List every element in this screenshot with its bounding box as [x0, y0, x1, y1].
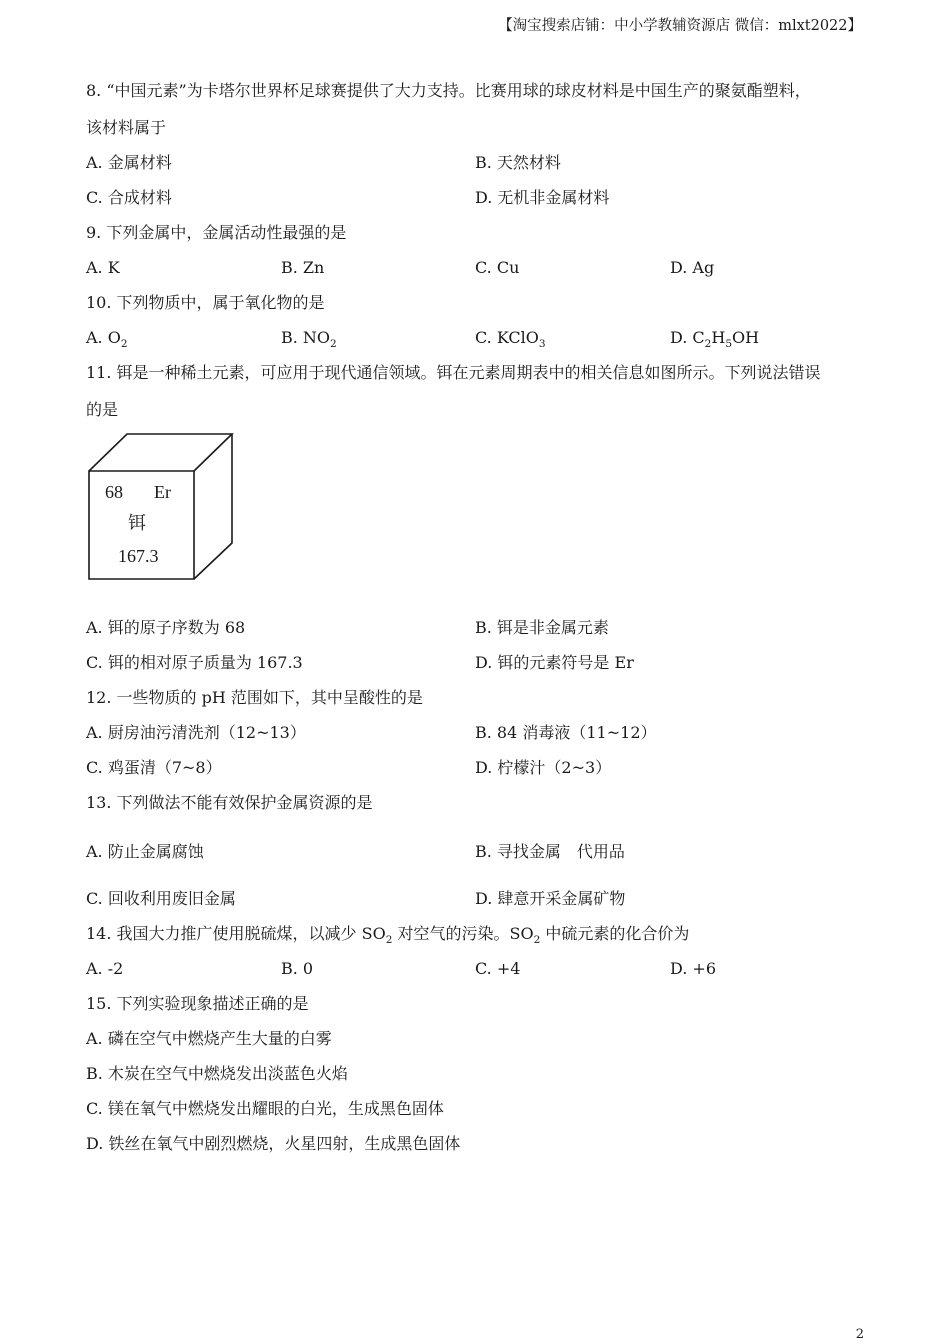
question-14-option-c: C. +4	[475, 959, 521, 978]
question-12-stem: 12. 一些物质的 pH 范围如下，其中呈酸性的是	[86, 688, 423, 707]
element-card-side	[194, 434, 232, 579]
element-card-top	[89, 434, 232, 471]
question-14-option-d: D. +6	[670, 959, 717, 978]
question-8-option-c: C. 合成材料	[86, 188, 172, 207]
question-15-stem: 15. 下列实验现象描述正确的是	[86, 994, 309, 1013]
question-10-option-d: D. $C_2H_5OH$	[670, 328, 760, 350]
question-15-option-b: B. 木炭在空气中燃烧发出淡蓝色火焰	[86, 1064, 348, 1083]
question-12-option-d: D. 柠檬汁（2~3）	[475, 758, 612, 777]
question-9-stem: 9. 下列金属中，金属活动性最强的是	[86, 223, 347, 242]
question-9-option-c: C. Cu	[475, 258, 520, 277]
question-13-option-d: D. 肆意开采金属矿物	[475, 889, 626, 908]
question-8-option-b: B. 天然材料	[475, 153, 561, 172]
question-13-option-c: C. 回收利用废旧金属	[86, 889, 236, 908]
question-11-option-b: B. 铒是非金属元素	[475, 618, 609, 637]
page-number: 2	[855, 1327, 864, 1342]
question-15-option-a: A. 磷在空气中燃烧产生大量的白雾	[86, 1029, 332, 1048]
element-symbol: Er	[154, 482, 171, 502]
question-14-option-b: B. 0	[281, 959, 314, 978]
question-10-stem: 10. 下列物质中，属于氧化物的是	[86, 293, 325, 312]
question-10-option-a: A. $O_2$	[86, 328, 128, 350]
periodic-element-card	[86, 430, 236, 586]
question-9-option-d: D. Ag	[670, 258, 715, 277]
question-8-option-a: A. 金属材料	[86, 153, 172, 172]
question-13-option-a: A. 防止金属腐蚀	[86, 842, 204, 861]
question-8-stem-line2: 该材料属于	[86, 118, 167, 137]
question-12-option-c: C. 鸡蛋清（7~8）	[86, 758, 222, 777]
question-13-option-b: B. 寻找金属 代用品	[475, 842, 625, 861]
question-11-stem-line1: 11. 铒是一种稀土元素，可应用于现代通信领域。铒在元素周期表中的相关信息如图所示。下列说法错误	[86, 363, 821, 382]
question-14-option-a: A. -2	[86, 959, 124, 978]
question-11-option-c: C. 铒的相对原子质量为 167.3	[86, 653, 303, 672]
question-14-stem: 14. 我国大力推广使用脱硫煤，以减少 $SO_2$ 对空气的污染。$SO_2$ 中硫元素的化合价为	[86, 924, 690, 946]
question-9-option-b: B. Zn	[281, 258, 325, 277]
element-name: 铒	[128, 513, 146, 533]
question-11-stem-line2: 的是	[86, 400, 119, 419]
element-atomic-number: 68	[105, 482, 123, 502]
question-15-option-c: C. 镁在氧气中燃烧发出耀眼的白光，生成黑色固体	[86, 1099, 444, 1118]
question-8-option-d: D. 无机非金属材料	[475, 188, 610, 207]
question-15-option-d: D. 铁丝在氧气中剧烈燃烧，火星四射，生成黑色固体	[86, 1134, 461, 1153]
question-11-option-a: A. 铒的原子序数为 68	[86, 618, 246, 637]
question-9-option-a: A. K	[86, 258, 120, 277]
question-10-option-c: C. KClO$_3$	[475, 328, 546, 350]
question-10-option-b: B. $NO_2$	[281, 328, 337, 350]
question-12-option-a: A. 厨房油污清洗剂（12~13）	[86, 723, 306, 742]
element-atomic-mass: 167.3	[118, 546, 159, 566]
page-header: 【淘宝搜索店铺：中小学教辅资源店 微信：mlxt2022】	[498, 18, 862, 34]
question-13-stem: 13. 下列做法不能有效保护金属资源的是	[86, 793, 373, 812]
question-12-option-b: B. 84 消毒液（11~12）	[475, 723, 657, 742]
question-11-option-d: D. 铒的元素符号是 Er	[475, 653, 634, 672]
question-8-stem-line1: 8. “中国元素”为卡塔尔世界杯足球赛提供了大力支持。比赛用球的球皮材料是中国生产的聚氨酯塑料，	[86, 81, 811, 100]
